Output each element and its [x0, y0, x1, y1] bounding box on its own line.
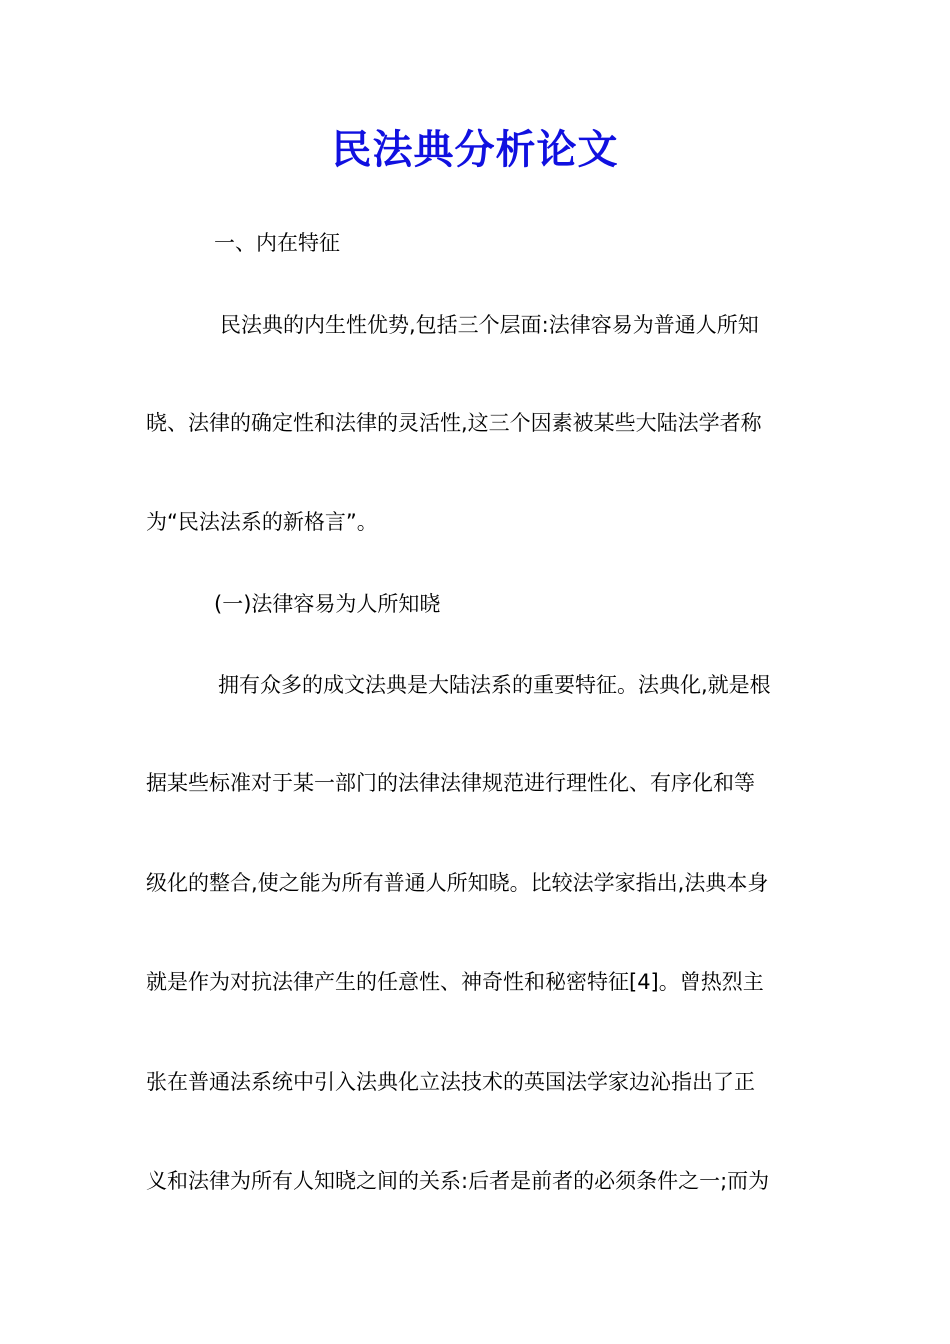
- paragraph-line: 民法典的内生性优势,包括三个层面:法律容易为普通人所知: [220, 313, 759, 337]
- section-heading: 一、内在特征: [214, 231, 340, 255]
- paragraph-line: 为“民法法系的新格言”。: [146, 510, 378, 534]
- paragraph-line: 据某些标准对于某一部门的法律法律规范进行理性化、有序化和等: [146, 771, 755, 795]
- subsection-heading: (一)法律容易为人所知晓: [214, 592, 441, 616]
- paragraph-line: 晓、法律的确定性和法律的灵活性,这三个因素被某些大陆法学者称: [146, 411, 762, 435]
- document-title: 民法典分析论文: [331, 126, 619, 173]
- paragraph-line: 级化的整合,使之能为所有普通人所知晓。比较法学家指出,法典本身: [146, 871, 769, 895]
- paragraph-line: 就是作为对抗法律产生的任意性、神奇性和秘密特征[4]。曾热烈主: [146, 970, 764, 994]
- paragraph-line: 义和法律为所有人知晓之间的关系:后者是前者的必须条件之一;而为: [146, 1169, 770, 1193]
- paragraph-line: 张在普通法系统中引入法典化立法技术的英国法学家边沁指出了正: [146, 1070, 755, 1094]
- paragraph-line: 拥有众多的成文法典是大陆法系的重要特征。法典化,就是根: [218, 673, 771, 697]
